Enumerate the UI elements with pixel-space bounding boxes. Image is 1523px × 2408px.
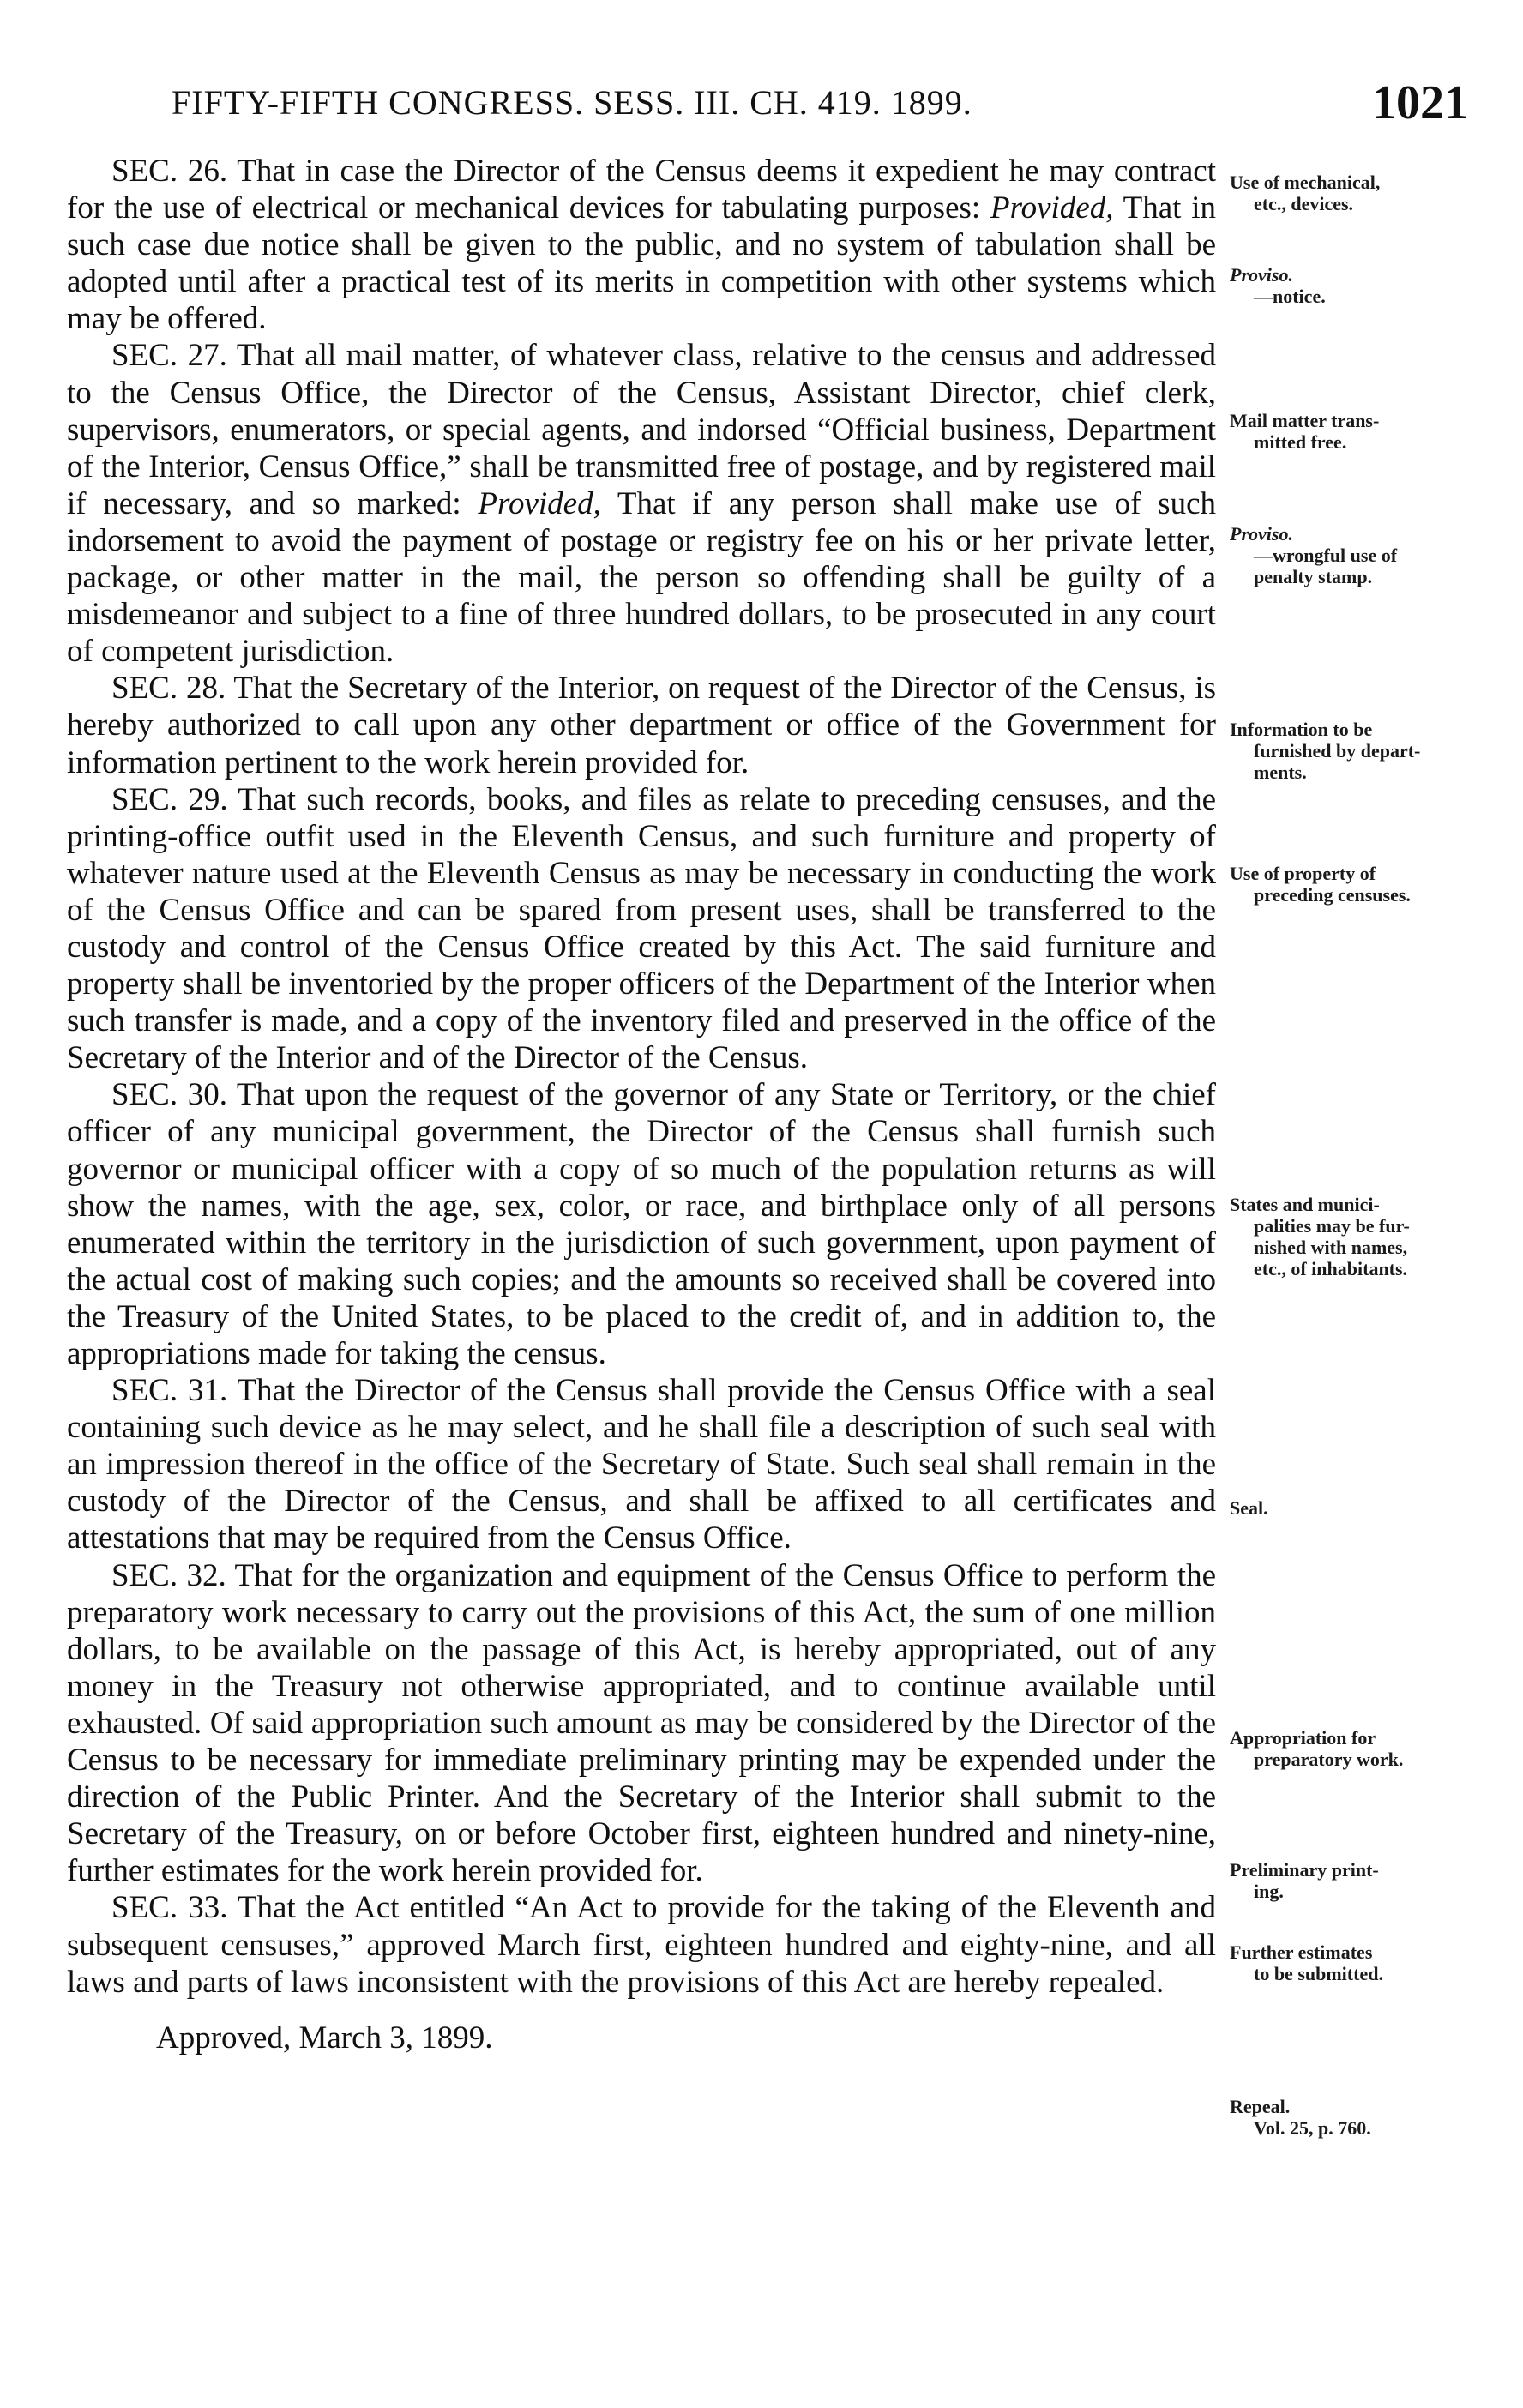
approval-line: Approved, March 3, 1899. <box>156 2020 493 2056</box>
margin-note <box>1230 410 1513 453</box>
margin-note-text: etc., devices. <box>1254 193 1354 214</box>
statute-body <box>67 153 1216 2056</box>
section-text: That for the organization and equipment of the Census Office to perform the preparatory work necessary to carry out the provisions of this Act, the sum of one million dollars, to be available on the passage of this Act, is hereby appropriated, out of any money in the Treasury not otherwise appropriated, and to continue available until exhausted. Of said appropriation such amount as may be considered by the Director of the Census to be necessary for immediate preliminary printing may be expended under the direction of the Public Printer. And the Secretary of the Interior shall submit to the Secretary of the Treasury, on or before October first, eighteen hundred and ninety-nine, further estimates for the work herein provided for. <box>67 1557 1217 1889</box>
margin-note-line <box>1230 740 1513 762</box>
margin-note-text: penalty stamp. <box>1254 566 1373 587</box>
margin-note-text: Vol. 25, p. 760. <box>1254 2117 1371 2139</box>
margin-note-text: Repeal. <box>1230 2096 1291 2117</box>
margin-note <box>1230 1941 1513 1984</box>
margin-note <box>1230 1859 1513 1902</box>
margin-note-line <box>1230 410 1513 431</box>
margin-note-line <box>1230 523 1513 545</box>
margin-note <box>1230 719 1513 783</box>
section-text: That all mail matter, of whatever class, relative to the census and addressed to the Census Office, the Director of the Census, Assistant Director, chief clerk, supervisors, enumerators, or special agents, and indorsed “Official business, Department of the Interior, Census Office,” shall be transmitted free of postage, and by registered mail if necessary, and so marked: <box>67 338 1216 521</box>
page-header <box>0 0 1523 137</box>
margin-note-line <box>1230 172 1513 193</box>
margin-note-text: Seal. <box>1230 1497 1268 1519</box>
margin-note-text: Appropriation for <box>1230 1727 1376 1749</box>
margin-note <box>1230 1727 1513 1770</box>
margin-note-text: mitted free. <box>1254 431 1347 453</box>
margin-note-line <box>1230 1194 1513 1215</box>
margin-note-text: furnished by depart- <box>1254 740 1421 762</box>
margin-note-text: Further estimates <box>1230 1941 1373 1963</box>
section-text: That in such case due notice shall be given to the public, and no system of tabulation shall be adopted until after a practical test of its merits in competition with other systems which may be offered. <box>67 190 1216 337</box>
section-text: That the Act entitled “An Act to provide for the taking of the Eleventh and subsequent censuses,” approved March first, eighteen hundred and eighty-nine, and all laws and parts of laws inconsistent with the provisions of this Act are hereby repealed. <box>67 1890 1216 2000</box>
section-paragraph <box>67 337 1216 670</box>
page-number: 1021 <box>1372 76 1468 129</box>
margin-note-text: Preliminary print- <box>1230 1859 1379 1881</box>
section-label: SEC. 28. <box>111 671 226 707</box>
margin-note-line <box>1230 1497 1513 1519</box>
section-text: That such records, books, and files as relate to preceding censuses, and the printing-office outfit used in the Eleventh Census, and such furniture and property of whatever nature used at the Eleventh Census as may be necessary in conducting the work of the Census Office and can be spared from present uses, shall be transferred to the custody and control of the Census Office created by this Act. The said furniture and property shall be inventoried by the proper officers of the Department of the Interior when such transfer is made, and a copy of the inventory filed and preserved in the office of the Secretary of the Interior and of the Director of the Census. <box>67 781 1217 1076</box>
margin-note <box>1230 863 1513 906</box>
running-head: FIFTY-FIFTH CONGRESS. SESS. III. CH. 419. 1899. <box>172 83 972 122</box>
margin-note-line <box>1230 1215 1513 1237</box>
margin-note-text: etc., of inhabitants. <box>1254 1258 1408 1279</box>
section-paragraph <box>67 781 1216 1077</box>
margin-note-line <box>1230 2096 1513 2117</box>
margin-note-text: nished with names, <box>1254 1237 1408 1258</box>
margin-note <box>1230 1194 1513 1279</box>
margin-note <box>1230 2096 1513 2139</box>
margin-note-text: Information to be <box>1230 719 1373 740</box>
margin-note-text: to be submitted. <box>1254 1963 1383 1984</box>
section-label: SEC. 33. <box>111 1890 228 1926</box>
margin-note-text: Mail matter trans- <box>1230 410 1380 431</box>
margin-note-text: palities may be fur- <box>1254 1215 1410 1237</box>
margin-note-line <box>1230 193 1513 214</box>
margin-note-line <box>1230 1749 1513 1770</box>
margin-note-line <box>1230 719 1513 740</box>
margin-note-line <box>1230 545 1513 566</box>
section-label: SEC. 27. <box>111 338 227 374</box>
margin-note-line <box>1230 431 1513 453</box>
section-paragraph <box>67 1557 1216 1890</box>
proviso-word: Provided, <box>990 190 1114 226</box>
margin-note-text: Proviso. <box>1230 264 1293 286</box>
section-paragraph <box>67 1889 1216 2000</box>
margin-note-text: ments. <box>1254 762 1307 783</box>
margin-note-text: —notice. <box>1254 286 1326 307</box>
margin-note-text: States and munici- <box>1230 1194 1380 1215</box>
margin-note-line <box>1230 1859 1513 1881</box>
section-paragraph <box>67 1372 1216 1556</box>
proviso-word: Provided, <box>478 485 601 521</box>
margin-note-line <box>1230 863 1513 884</box>
margin-note-line <box>1230 1963 1513 1984</box>
margin-note-line <box>1230 1881 1513 1902</box>
margin-note-text: preceding censuses. <box>1254 884 1411 906</box>
margin-note-text: ing. <box>1254 1881 1284 1902</box>
section-text: That the Director of the Census shall provide the Census Office with a seal containing such device as he may select, and he shall file a description of such seal with an impression thereof in the office of the Secretary of State. Such seal shall remain in the custody of the Director of the Census, and shall be affixed to all certificates and attestations that may be required from the Census Office. <box>67 1373 1217 1556</box>
margin-note-text: Use of property of <box>1230 863 1376 884</box>
margin-note-line <box>1230 2117 1513 2139</box>
margin-note-line <box>1230 884 1513 906</box>
margin-note-line <box>1230 762 1513 783</box>
section-label: SEC. 26. <box>111 154 228 189</box>
section-text: That upon the request of the governor of any State or Territory, or the chief officer of any municipal government, the Director of the Census shall furnish such governor or municipal officer with a copy of so much of the population returns as will show the names, with the age, sex, color, or race, and birthplace only of all persons enumerated within the territory in the jurisdiction of such government, upon payment of the actual cost of making such copies; and the amounts so received shall be covered into the Treasury of the United States, to be placed to the credit of, and in addition to, the appropriations made for taking the census. <box>67 1077 1216 1371</box>
margin-note-line <box>1230 286 1513 307</box>
margin-note-text: Proviso. <box>1230 523 1293 545</box>
margin-note-line <box>1230 1727 1513 1749</box>
section-paragraph <box>67 153 1216 337</box>
section-label: SEC. 32. <box>111 1557 226 1593</box>
margin-note-line <box>1230 264 1513 286</box>
margin-note-line <box>1230 1237 1513 1258</box>
section-paragraph <box>67 670 1216 780</box>
section-text: That the Secretary of the Interior, on request of the Director of the Census, is hereby authorized to call upon any other department or office of the Government for information pertinent to the work herein provided for. <box>67 671 1216 780</box>
section-text: That if any person shall make use of such indorsement to avoid the payment of postage or registry fee on his or her private letter, package, or other matter in the mail, the person so offending shall be guilty of a misdemeanor and subject to a fine of three hundred dollars, to be prosecuted in any court of competent jurisdiction. <box>67 485 1216 670</box>
section-text: That in case the Director of the Census deems it expedient he may contract for the use of electrical or mechanical devices for tabulating purposes: <box>67 154 1217 226</box>
section-label: SEC. 29. <box>111 781 228 817</box>
section-label: SEC. 31. <box>111 1373 228 1409</box>
section-label: SEC. 30. <box>111 1077 227 1113</box>
margin-note <box>1230 1497 1513 1519</box>
margin-note <box>1230 264 1513 307</box>
margin-note-line <box>1230 1258 1513 1279</box>
margin-note-line <box>1230 1941 1513 1963</box>
section-paragraph <box>67 1076 1216 1372</box>
margin-note <box>1230 523 1513 587</box>
margin-note <box>1230 172 1513 214</box>
margin-note-line <box>1230 566 1513 587</box>
margin-note-text: preparatory work. <box>1254 1749 1404 1770</box>
margin-note-text: Use of mechanical, <box>1230 172 1381 193</box>
margin-note-text: —wrongful use of <box>1254 545 1398 566</box>
